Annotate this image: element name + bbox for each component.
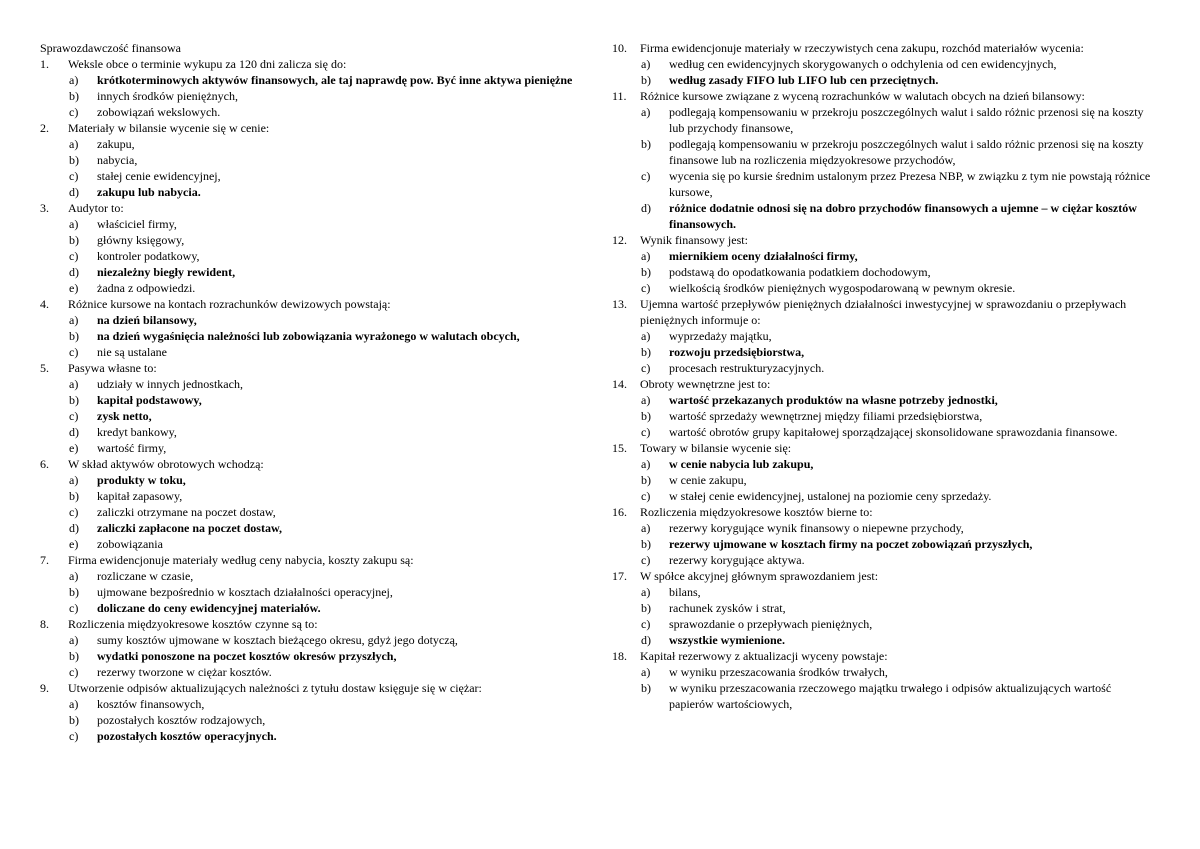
answer-options [40, 72, 585, 120]
option-text: produkty w toku, [97, 473, 186, 487]
option-text: pozostałych kosztów operacyjnych. [97, 729, 277, 743]
option-text: sumy kosztów ujmowane w kosztach bieżącego okresu, gdyż jego dotyczą, [97, 633, 458, 647]
question-block [612, 504, 1157, 568]
option-text: zakupu, [97, 137, 135, 151]
answer-option-correct [40, 408, 585, 424]
answer-option [612, 328, 1157, 344]
option-letter: c) [641, 281, 651, 295]
option-letter: b) [641, 265, 651, 279]
option-letter: b) [69, 329, 79, 343]
question-block [40, 56, 585, 120]
option-letter: d) [69, 265, 79, 279]
answer-option [612, 472, 1157, 488]
question-number: 15. [612, 441, 627, 455]
answer-option-correct [612, 456, 1157, 472]
option-text: procesach restrukturyzacyjnych. [669, 361, 825, 375]
answer-option [612, 168, 1157, 200]
question-block [612, 648, 1157, 712]
answer-options [612, 520, 1157, 568]
question-number: 1. [40, 57, 49, 71]
option-letter: b) [69, 489, 79, 503]
option-letter: b) [641, 345, 651, 359]
option-letter: b) [69, 233, 79, 247]
option-text: wydatki ponoszone na poczet kosztów okresów przyszłych, [97, 649, 397, 663]
option-text: rezerwy tworzone w ciężar kosztów. [97, 665, 272, 679]
option-letter: d) [69, 521, 79, 535]
answer-option-correct [40, 520, 585, 536]
option-letter: a) [69, 633, 79, 647]
answer-options [612, 104, 1157, 232]
answer-option [40, 216, 585, 232]
option-text: zaliczki zapłacone na poczet dostaw, [97, 521, 282, 535]
answer-option [40, 488, 585, 504]
option-text: w cenie nabycia lub zakupu, [669, 457, 814, 471]
option-letter: a) [69, 697, 79, 711]
option-letter: b) [641, 73, 651, 87]
option-text: kredyt bankowy, [97, 425, 177, 439]
option-letter: c) [641, 425, 651, 439]
option-text: według zasady FIFO lub LIFO lub cen przeciętnych. [669, 73, 939, 87]
question-block [40, 200, 585, 296]
question-text: Różnice kursowe związane z wyceną rozrachunków w walutach obcych na dzień bilansowy: [640, 89, 1085, 103]
option-text: ujmowane bezpośrednio w kosztach działalności operacyjnej, [97, 585, 393, 599]
question-stem [40, 552, 585, 568]
answer-options [612, 664, 1157, 712]
question-block [40, 296, 585, 360]
option-letter: b) [69, 153, 79, 167]
question-number: 18. [612, 649, 627, 663]
option-text: rezerwy ujmowane w kosztach firmy na poczet zobowiązań przyszłych, [669, 537, 1033, 551]
option-text: rozliczane w czasie, [97, 569, 194, 583]
option-text: zakupu lub nabycia. [97, 185, 201, 199]
option-text: w wyniku przeszacowania rzeczowego majątku trwałego i odpisów aktualizujących wartość papierów wartościowych, [669, 681, 1112, 711]
question-text: W spółce akcyjnej głównym sprawozdaniem jest: [640, 569, 879, 583]
question-number: 16. [612, 505, 627, 519]
question-stem [612, 296, 1157, 328]
answer-options [40, 696, 585, 744]
answer-option [40, 88, 585, 104]
answer-option [40, 568, 585, 584]
question-number: 3. [40, 201, 49, 215]
option-letter: c) [69, 601, 79, 615]
question-number: 9. [40, 681, 49, 695]
question-stem [40, 456, 585, 472]
answer-option [612, 616, 1157, 632]
option-letter: a) [641, 393, 651, 407]
question-number: 5. [40, 361, 49, 375]
option-letter: b) [69, 649, 79, 663]
option-text: zobowiązania [97, 537, 163, 551]
question-stem [40, 200, 585, 216]
option-text: udziały w innych jednostkach, [97, 377, 243, 391]
answer-option [612, 584, 1157, 600]
question-stem [40, 120, 585, 136]
option-letter: e) [69, 441, 79, 455]
answer-option [40, 152, 585, 168]
question-block [612, 232, 1157, 296]
question-block [40, 552, 585, 616]
option-letter: b) [641, 537, 651, 551]
option-letter: a) [69, 473, 79, 487]
question-block [40, 456, 585, 552]
answer-option-correct [612, 344, 1157, 360]
answer-option [40, 248, 585, 264]
answer-option [40, 696, 585, 712]
answer-option-correct [612, 200, 1157, 232]
answer-options [612, 456, 1157, 504]
option-text: w cenie zakupu, [669, 473, 747, 487]
option-letter: a) [69, 217, 79, 231]
answer-option-correct [40, 264, 585, 280]
option-text: wartość przekazanych produktów na własne potrzeby jednostki, [669, 393, 998, 407]
question-text: Obroty wewnętrzne jest to: [640, 377, 771, 391]
option-text: wyprzedaży majątku, [669, 329, 772, 343]
answer-option [612, 264, 1157, 280]
option-letter: d) [69, 425, 79, 439]
question-block [40, 360, 585, 456]
question-text: Pasywa własne to: [68, 361, 157, 375]
question-text: Rozliczenia międzyokresowe kosztów czynne są to: [68, 617, 318, 631]
answer-option-correct [40, 312, 585, 328]
question-text: Kapitał rezerwowy z aktualizacji wyceny powstaje: [640, 649, 888, 663]
answer-options [40, 568, 585, 616]
option-text: na dzień wygaśnięcia należności lub zobowiązania wyrażonego w walutach obcych, [97, 329, 520, 343]
option-letter: a) [69, 377, 79, 391]
option-letter: b) [69, 713, 79, 727]
option-letter: c) [69, 105, 79, 119]
option-text: bilans, [669, 585, 701, 599]
option-text: podlegają kompensowaniu w przekroju poszczególnych walut i saldo różnic przenosi się na koszty lub przychody finansowe, [669, 105, 1144, 135]
right-column [612, 40, 1157, 712]
option-text: krótkoterminowych aktywów finansowych, ale taj naprawdę pow. Być inne aktywa pieniężne [97, 73, 573, 87]
question-block [612, 568, 1157, 648]
answer-options [40, 216, 585, 296]
question-stem [40, 616, 585, 632]
option-text: różnice dodatnie odnosi się na dobro przychodów finansowych a ujemne – w ciężar kosztów finansowych. [669, 201, 1137, 231]
option-letter: a) [641, 329, 651, 343]
question-block [612, 40, 1157, 88]
question-stem [40, 296, 585, 312]
option-letter: c) [641, 169, 651, 183]
question-block [40, 120, 585, 200]
question-text: Wynik finansowy jest: [640, 233, 748, 247]
option-letter: d) [69, 185, 79, 199]
option-text: rozwoju przedsiębiorstwa, [669, 345, 805, 359]
answer-option-correct [612, 72, 1157, 88]
answer-option-correct [40, 472, 585, 488]
answer-option-correct [612, 248, 1157, 264]
answer-option [40, 232, 585, 248]
question-stem [40, 56, 585, 72]
answer-option [612, 488, 1157, 504]
option-letter: d) [641, 633, 651, 647]
option-letter: b) [69, 585, 79, 599]
question-block [40, 680, 585, 744]
question-stem [612, 232, 1157, 248]
option-letter: a) [641, 585, 651, 599]
option-text: wartość firmy, [97, 441, 167, 455]
answer-options [612, 584, 1157, 648]
answer-option-correct [40, 184, 585, 200]
option-letter: e) [69, 537, 79, 551]
option-letter: c) [69, 729, 79, 743]
option-text: wycenia się po kursie średnim ustalonym przez Prezesa NBP, w związku z tym nie powstają różnice kursowe, [669, 169, 1151, 199]
answer-option [612, 280, 1157, 296]
option-letter: c) [69, 169, 79, 183]
answer-option-correct [40, 72, 585, 88]
option-text: niezależny biegły rewident, [97, 265, 236, 279]
option-text: wartość sprzedaży wewnętrznej między filiami przedsiębiorstwa, [669, 409, 983, 423]
answer-option [40, 104, 585, 120]
option-letter: a) [641, 105, 651, 119]
question-stem [612, 40, 1157, 56]
question-block [40, 616, 585, 680]
answer-option [612, 680, 1157, 712]
question-text: Materiały w bilansie wycenie się w cenie: [68, 121, 270, 135]
question-number: 17. [612, 569, 627, 583]
option-letter: a) [69, 569, 79, 583]
question-number: 4. [40, 297, 49, 311]
answer-option [612, 56, 1157, 72]
question-text: Rozliczenia międzyokresowe kosztów bierne to: [640, 505, 873, 519]
option-text: rezerwy korygujące wynik finansowy o niepewne przychody, [669, 521, 964, 535]
answer-option [612, 552, 1157, 568]
question-text: Towary w bilansie wycenie się: [640, 441, 792, 455]
answer-option-correct [612, 392, 1157, 408]
option-text: wielkością środków pieniężnych wygospodarowaną w pewnym okresie. [669, 281, 1016, 295]
option-letter: e) [69, 281, 79, 295]
option-text: nie są ustalane [97, 345, 167, 359]
option-text: zobowiązań wekslowych. [97, 105, 221, 119]
option-letter: a) [69, 73, 79, 87]
option-text: główny księgowy, [97, 233, 185, 247]
question-number: 7. [40, 553, 49, 567]
question-stem [612, 568, 1157, 584]
option-letter: a) [641, 665, 651, 679]
answer-option-correct [40, 728, 585, 744]
option-letter: a) [69, 137, 79, 151]
answer-options [612, 248, 1157, 296]
question-text: Utworzenie odpisów aktualizujących należności z tytułu dostaw księguje się w ciężar: [68, 681, 482, 695]
answer-option [612, 600, 1157, 616]
answer-options [612, 328, 1157, 376]
option-text: na dzień bilansowy, [97, 313, 197, 327]
option-text: w wyniku przeszacowania środków trwałych, [669, 665, 888, 679]
option-text: rezerwy korygujące aktywa. [669, 553, 805, 567]
option-letter: c) [641, 553, 651, 567]
answer-option [40, 344, 585, 360]
question-stem [612, 376, 1157, 392]
option-text: zysk netto, [97, 409, 152, 423]
option-text: kapitał zapasowy, [97, 489, 183, 503]
option-letter: c) [69, 665, 79, 679]
option-text: kontroler podatkowy, [97, 249, 200, 263]
answer-option [40, 712, 585, 728]
answer-option-correct [40, 328, 585, 344]
option-text: zaliczki otrzymane na poczet dostaw, [97, 505, 276, 519]
question-stem [40, 680, 585, 696]
option-text: sprawozdanie o przepływach pieniężnych, [669, 617, 873, 631]
option-text: kapitał podstawowy, [97, 393, 202, 407]
option-letter: a) [69, 313, 79, 327]
answer-option [40, 280, 585, 296]
question-block [612, 88, 1157, 232]
answer-option [612, 520, 1157, 536]
option-text: kosztów finansowych, [97, 697, 205, 711]
answer-option [612, 664, 1157, 680]
question-number: 8. [40, 617, 49, 631]
answer-option [612, 136, 1157, 168]
question-number: 6. [40, 457, 49, 471]
question-number: 11. [612, 89, 627, 103]
option-text: żadna z odpowiedzi. [97, 281, 196, 295]
answer-option [612, 424, 1157, 440]
question-stem [612, 88, 1157, 104]
answer-option-correct [612, 536, 1157, 552]
option-letter: a) [641, 457, 651, 471]
question-number: 2. [40, 121, 49, 135]
question-block [612, 376, 1157, 440]
question-stem [612, 648, 1157, 664]
question-number: 13. [612, 297, 627, 311]
option-letter: d) [641, 201, 651, 215]
question-text: Firma ewidencjonuje materiały według ceny nabycia, koszty zakupu są: [68, 553, 414, 567]
question-stem [612, 440, 1157, 456]
option-text: nabycia, [97, 153, 138, 167]
option-text: podstawą do opodatkowania podatkiem dochodowym, [669, 265, 931, 279]
option-letter: a) [641, 249, 651, 263]
answer-options [40, 136, 585, 200]
question-stem [40, 360, 585, 376]
answer-option [40, 504, 585, 520]
answer-option [40, 424, 585, 440]
option-letter: b) [641, 681, 651, 695]
answer-options [40, 472, 585, 552]
option-text: doliczane do ceny ewidencyjnej materiałów. [97, 601, 321, 615]
answer-option-correct [40, 392, 585, 408]
question-number: 10. [612, 41, 627, 55]
question-text: Ujemna wartość przepływów pieniężnych działalności inwestycyjnej w sprawozdaniu o przepływach pieniężnych informuje o: [640, 297, 1127, 327]
question-number: 12. [612, 233, 627, 247]
answer-option [40, 136, 585, 152]
option-letter: b) [69, 393, 79, 407]
answer-option [40, 664, 585, 680]
answer-option-correct [40, 600, 585, 616]
option-text: w stałej cenie ewidencyjnej, ustalonej na poziomie ceny sprzedaży. [669, 489, 992, 503]
option-letter: c) [641, 489, 651, 503]
option-letter: c) [69, 409, 79, 423]
question-text: W skład aktywów obrotowych wchodzą: [68, 457, 264, 471]
option-text: wartość obrotów grupy kapitałowej sporządzającej skonsolidowane sprawozdania finansowe. [669, 425, 1118, 439]
answer-option [612, 408, 1157, 424]
answer-options [40, 632, 585, 680]
option-letter: c) [69, 505, 79, 519]
option-text: według cen ewidencyjnych skorygowanych o odchylenia od cen ewidencyjnych, [669, 57, 1057, 71]
option-letter: b) [641, 409, 651, 423]
answer-option [40, 376, 585, 392]
option-letter: b) [641, 601, 651, 615]
answer-option-correct [612, 632, 1157, 648]
answer-option [40, 440, 585, 456]
answer-option [40, 536, 585, 552]
question-block [612, 440, 1157, 504]
option-letter: c) [641, 617, 651, 631]
option-letter: c) [641, 361, 651, 375]
answer-option [40, 632, 585, 648]
question-number: 14. [612, 377, 627, 391]
answer-options [40, 376, 585, 456]
option-letter: a) [641, 521, 651, 535]
option-letter: b) [69, 89, 79, 103]
question-text: Audytor to: [68, 201, 124, 215]
question-stem [612, 504, 1157, 520]
option-text: rachunek zysków i strat, [669, 601, 786, 615]
question-text: Firma ewidencjonuje materiały w rzeczywistych cena zakupu, rozchód materiałów wycenia: [640, 41, 1084, 55]
option-text: innych środków pieniężnych, [97, 89, 238, 103]
answer-option [612, 360, 1157, 376]
option-text: stałej cenie ewidencyjnej, [97, 169, 221, 183]
option-text: podlegają kompensowaniu w przekroju poszczególnych walut i saldo różnic przenosi się na koszty finansowe lub na rozliczenia międzyokresowe przychodów, [669, 137, 1144, 167]
answer-option [612, 104, 1157, 136]
option-letter: a) [641, 57, 651, 71]
option-text: pozostałych kosztów rodzajowych, [97, 713, 266, 727]
option-letter: b) [641, 137, 651, 151]
answer-option-correct [40, 648, 585, 664]
question-text: Różnice kursowe na kontach rozrachunków dewizowych powstają: [68, 297, 391, 311]
question-block [612, 296, 1157, 376]
option-letter: c) [69, 345, 79, 359]
answer-options [612, 392, 1157, 440]
option-text: wszystkie wymienione. [669, 633, 785, 647]
option-text: właściciel firmy, [97, 217, 177, 231]
answer-option [40, 584, 585, 600]
option-text: miernikiem oceny działalności firmy, [669, 249, 858, 263]
option-letter: b) [641, 473, 651, 487]
answer-options [612, 56, 1157, 88]
document-title: Sprawozdawczość finansowa [40, 41, 181, 55]
question-text: Weksle obce o terminie wykupu za 120 dni zalicza się do: [68, 57, 347, 71]
left-column [40, 40, 585, 744]
option-letter: c) [69, 249, 79, 263]
answer-option [40, 168, 585, 184]
answer-options [40, 312, 585, 360]
